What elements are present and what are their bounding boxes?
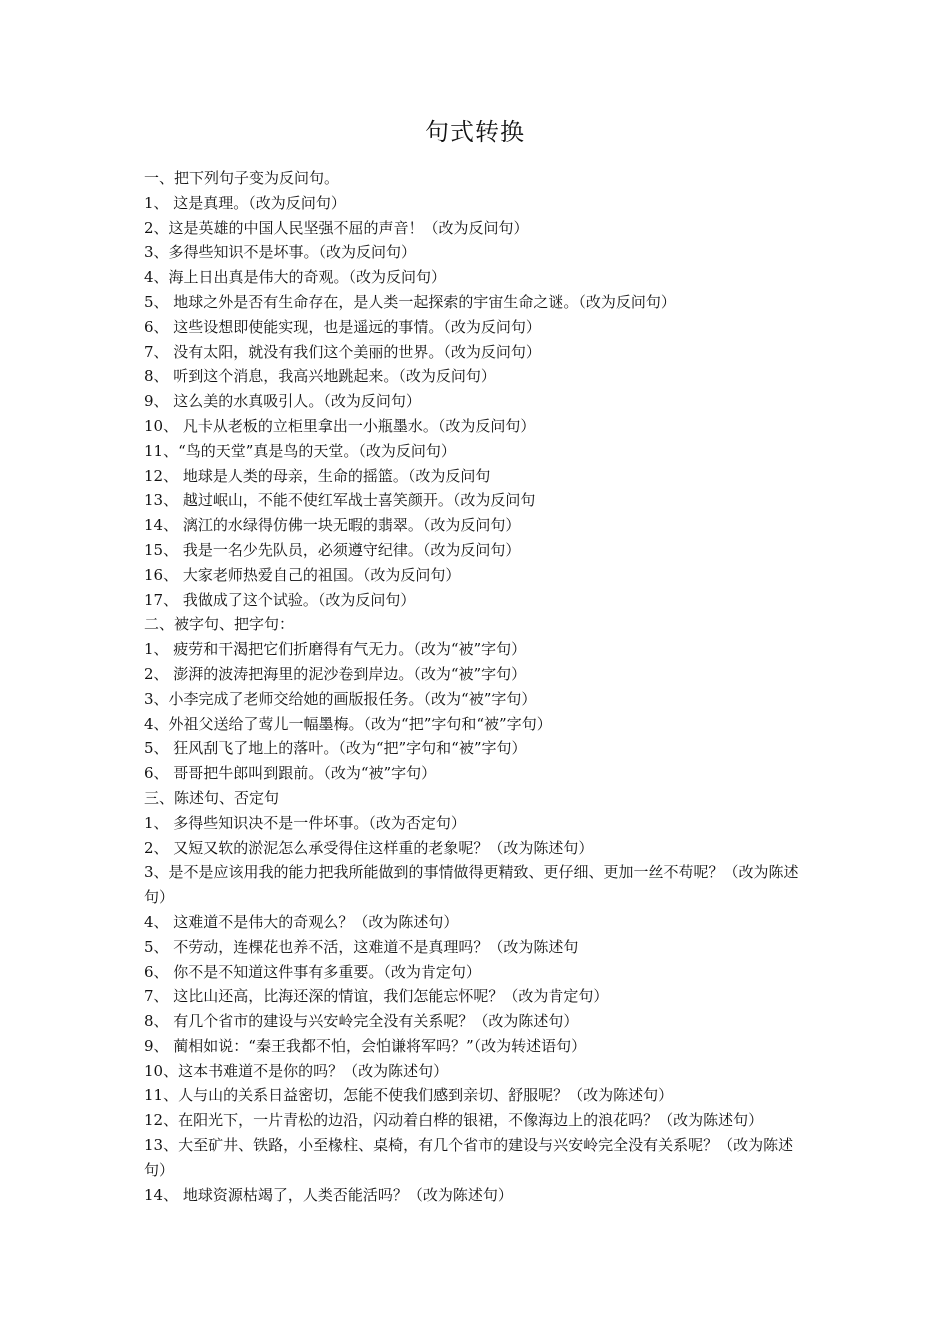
list-item: 4、外祖父送给了莺儿一幅墨梅。（改为“把”字句和“被”字句） [144,714,552,733]
list-item: 11、“鸟的天堂”真是鸟的天堂。（改为反问句） [144,441,456,460]
list-item: 12、 地球是人类的母亲，生命的摇篮。（改为反问句 [144,466,491,485]
list-item: 15、 我是一名少先队员，必须遵守纪律。（改为反问句） [144,540,521,559]
list-item: 7、 没有太阳，就没有我们这个美丽的世界。（改为反问句） [144,342,541,361]
section-heading: 一、把下列句子变为反问句。 [144,169,340,187]
list-item: 10、 凡卡从老板的立柜里拿出一小瓶墨水。（改为反问句） [144,416,536,435]
list-item: 5、 不劳动，连棵花也养不活，这难道不是真理吗？（改为陈述句 [144,937,579,956]
page-title: 句式转换 [425,118,525,146]
list-item: 3、多得些知识不是坏事。（改为反问句） [144,243,417,262]
list-item: 4、海上日出真是伟大的奇观。（改为反问句） [144,268,447,287]
list-item: 14、 漓江的水绿得仿佛一块无暇的翡翠。（改为反问句） [144,516,521,535]
list-item: 2、这是英雄的中国人民坚强不屈的声音！（改为反问句） [144,218,529,237]
list-item: 10、这本书难道不是你的吗？（改为陈述句） [144,1061,449,1080]
list-item: 2、 澎湃的波涛把海里的泥沙卷到岸边。（改为“被”字句） [144,664,527,683]
list-item: 5、 狂风刮飞了地上的落叶。（改为“把”字句和“被”字句） [144,739,527,758]
list-item: 13、 越过岷山，不能不使红军战士喜笑颜开。（改为反问句 [144,491,536,510]
list-item: 3、小李完成了老师交给她的画版报任务。（改为“被”字句） [144,689,537,708]
section-heading: 二、被字句、把字句： [144,615,295,634]
list-item: 8、 有几个省市的建设与兴安岭完全没有关系呢？（改为陈述句） [144,1012,579,1031]
list-item: 17、 我做成了这个试验。（改为反问句） [144,590,416,609]
list-item: 1、 这是真理。（改为反问句） [144,193,346,212]
list-item: 9、 这么美的水真吸引人。（改为反问句） [144,392,421,411]
list-item: 14、 地球资源枯竭了，人类否能活吗？（改为陈述句） [144,1185,513,1204]
list-item: 3、是不是应该用我的能力把我所能做到的事情做得更精致、更仔细、更加一丝不苟呢？（改为陈述句） [144,863,799,907]
list-item: 1、 多得些知识决不是一件坏事。（改为否定句） [144,813,466,832]
list-item: 11、人与山的关系日益密切，怎能不使我们感到亲切、舒服呢？（改为陈述句） [144,1086,674,1105]
list-item: 5、 地球之外是否有生命存在，是人类一起探索的宇宙生命之谜。（改为反问句） [144,292,676,311]
list-item: 6、 这些设想即使能实现，也是遥远的事情。（改为反问句） [144,317,541,336]
list-item: 1、 疲劳和干渴把它们折磨得有气无力。（改为“被”字句） [144,640,527,659]
list-item: 4、 这难道不是伟大的奇观么？（改为陈述句） [144,912,459,931]
list-item: 8、 听到这个消息，我高兴地跳起来。（改为反问句） [144,367,496,386]
list-item: 6、 你不是不知道这件事有多重要。（改为肯定句） [144,962,481,981]
list-item: 6、 哥哥把牛郎叫到跟前。（改为“被”字句） [144,764,437,783]
list-item: 16、 大家老师热爱自己的祖国。（改为反问句） [144,565,461,584]
list-item: 7、 这比山还高，比海还深的情谊，我们怎能忘怀呢？（改为肯定句） [144,987,609,1006]
section-heading: 三、陈述句、否定句 [144,788,280,807]
list-item: 13、大至矿井、铁路，小至椽柱、桌椅，有几个省市的建设与兴安岭完全没有关系呢？（改为陈述句） [144,1136,794,1179]
list-item: 12、在阳光下，一片青松的边沿，闪动着白桦的银裙，不像海边上的浪花吗？（改为陈述句） [144,1111,764,1130]
list-item: 9、 蔺相如说：“秦王我都不怕，会怕谦将军吗？”（改为转述语句） [144,1036,587,1055]
document-body [144,166,812,1207]
list-item: 2、 又短又软的淤泥怎么承受得住这样重的老象呢？（改为陈述句） [144,838,594,857]
